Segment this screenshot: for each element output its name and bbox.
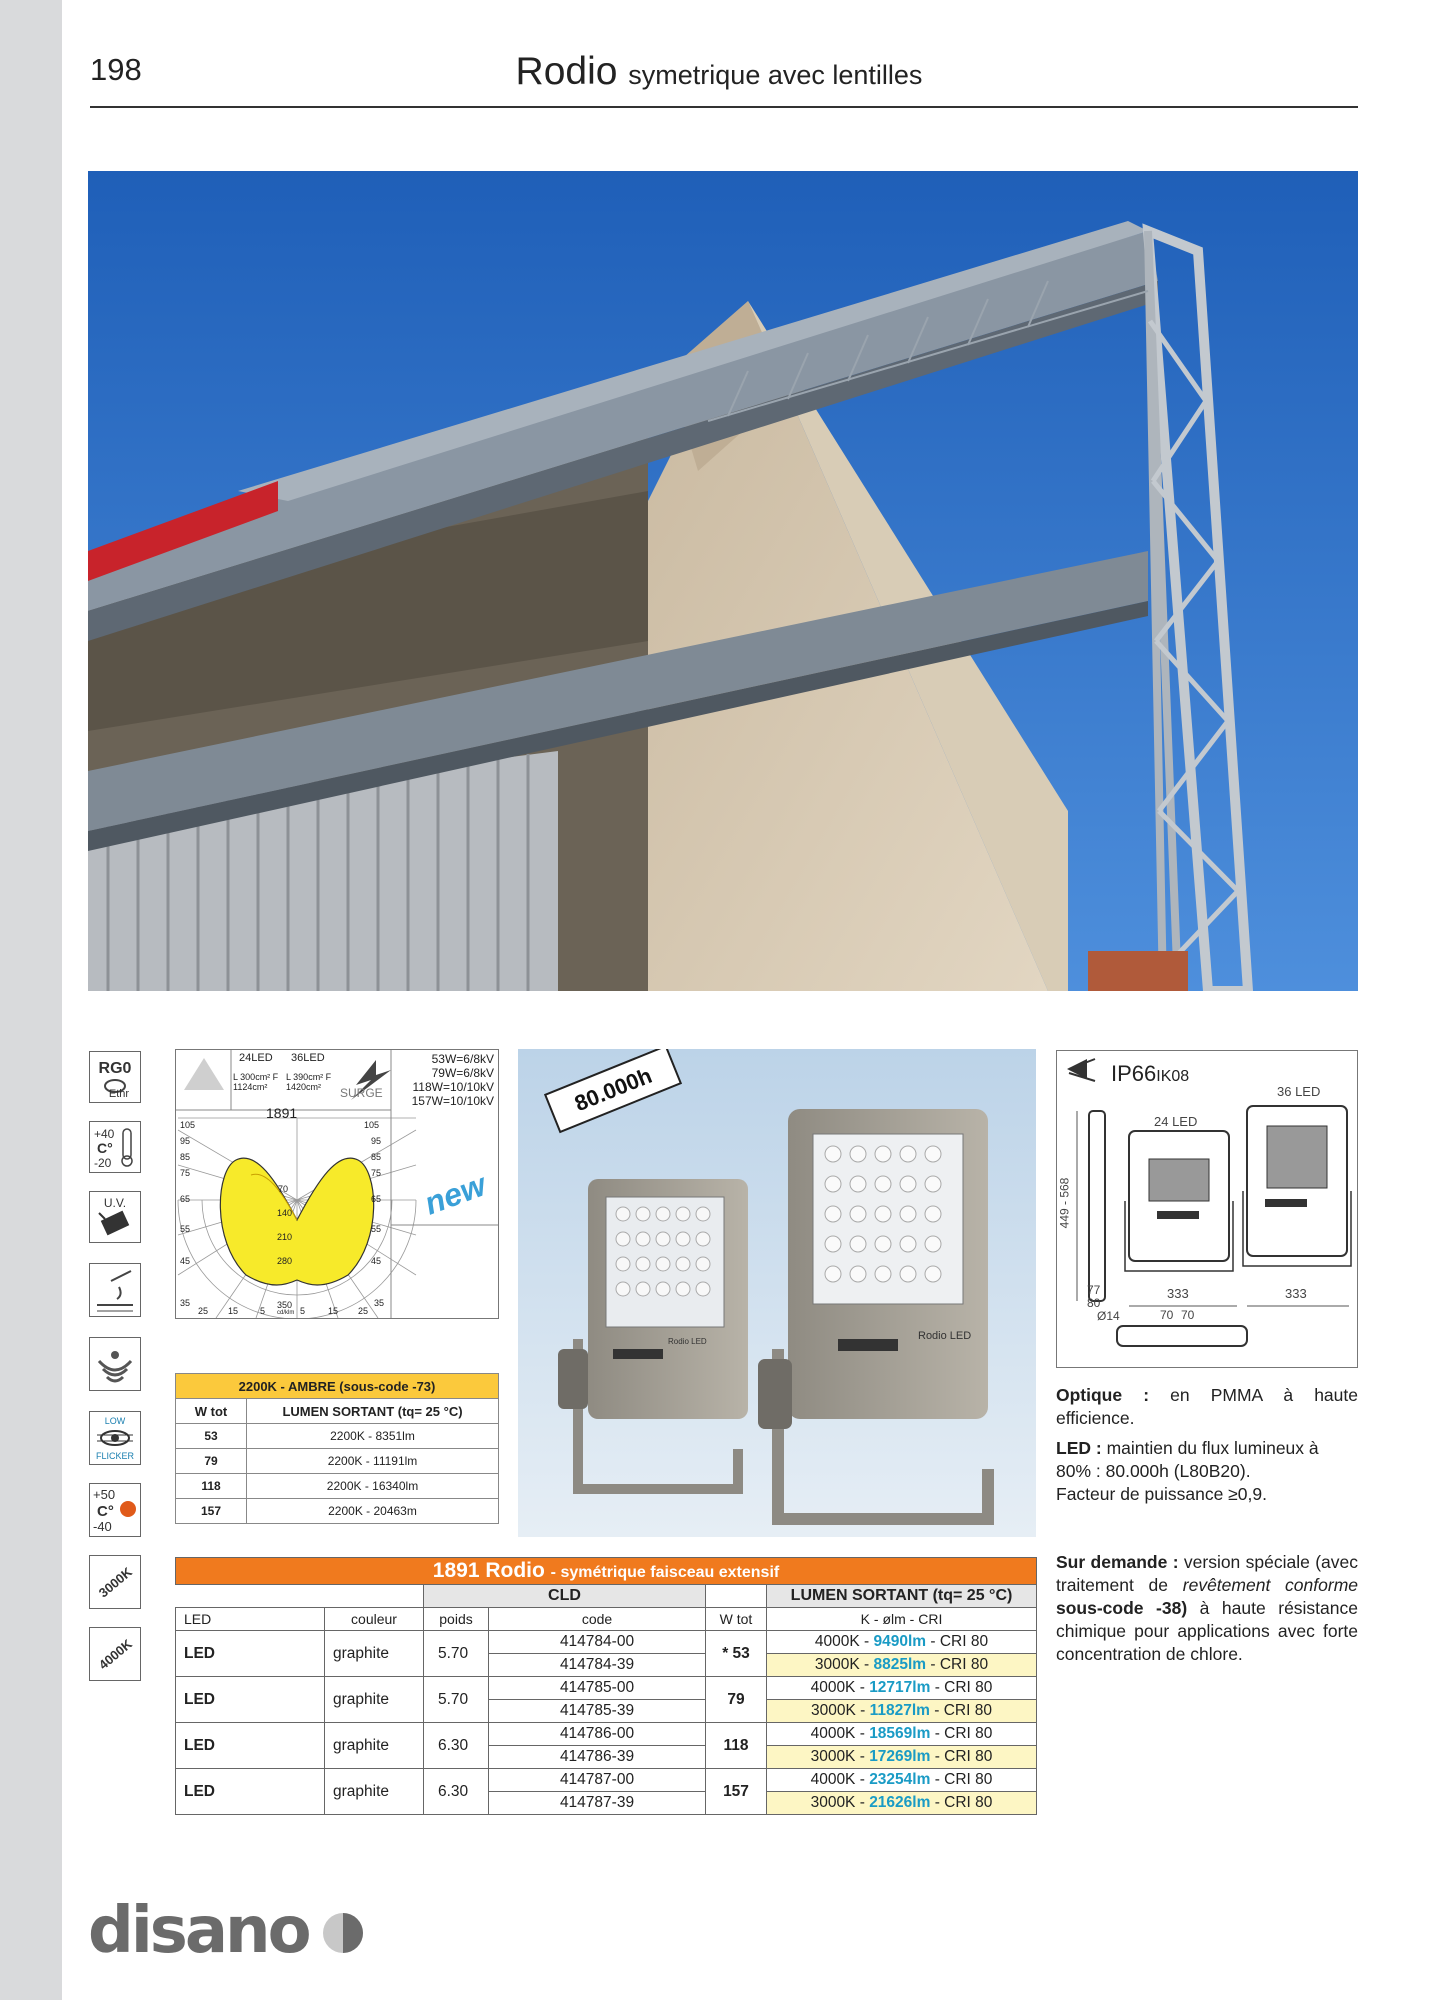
cell-k [767, 1700, 1037, 1723]
amber-w: 157 [176, 1499, 247, 1524]
cell-k [767, 1654, 1037, 1677]
cell-code: 414787-00 [489, 1769, 706, 1792]
col-wtot: W tot [706, 1608, 767, 1631]
lifetime-badge: 80.000h [571, 1062, 656, 1117]
led36-dim-label: 36 LED [1277, 1084, 1321, 1099]
cri-value: - CRI 80 [926, 1656, 989, 1673]
k-value: 4000K - [810, 1771, 870, 1788]
dim-77: 77 [1087, 1283, 1101, 1297]
cell-poids: 5.70 [424, 1677, 489, 1723]
radial-label: 210 [277, 1232, 293, 1242]
k-value: 3000K - [810, 1748, 870, 1765]
cell-poids: 6.30 [424, 1723, 489, 1769]
cri-value: - CRI 80 [930, 1771, 993, 1788]
page-title [300, 50, 1138, 94]
lumen-header: LUMEN SORTANT (tq= 25 °C) [767, 1585, 1037, 1608]
angle-label: 85 [371, 1152, 382, 1162]
product-table [175, 1557, 1037, 1815]
cell-wtot: 79 [706, 1677, 767, 1723]
surge-value: 118W=10/10kV [412, 1080, 494, 1094]
radial-label: 350 [277, 1300, 293, 1310]
k-value: 4000K - [810, 1725, 870, 1742]
logo-text: disano [88, 1900, 309, 1962]
cell-wtot: 157 [706, 1769, 767, 1815]
side-strip [0, 0, 62, 2000]
svg-text:U.V.: U.V. [103, 1196, 127, 1210]
spacing-dim: 70 [1181, 1308, 1195, 1322]
temperature-range-icon [89, 1121, 141, 1173]
angle-label: 45 [180, 1256, 191, 1266]
led36-label: 36LED [291, 1052, 325, 1064]
k-value: 3000K - [811, 1702, 870, 1719]
cell-couleur: graphite [325, 1769, 424, 1815]
table-title-sub: - symétrique faisceau extensif [550, 1564, 780, 1581]
angle-label: 15 [228, 1306, 239, 1316]
sur-demande-em: revêtement conforme [1182, 1575, 1358, 1595]
optique-body: en PMMA à haute efficience. [1056, 1385, 1358, 1428]
product-image [518, 1049, 1036, 1537]
sur-demande-code: sous-code -38) [1056, 1598, 1188, 1618]
dim-333-36: 333 [1285, 1286, 1307, 1301]
svg-text:C°: C° [97, 1503, 114, 1520]
lumen-value: 21626lm [869, 1794, 931, 1811]
cell-code: 414787-39 [489, 1792, 706, 1815]
cell-led: LED [176, 1769, 325, 1815]
cell-led: LED [176, 1677, 325, 1723]
dimensions-box [1056, 1050, 1358, 1368]
cell-poids: 5.70 [424, 1631, 489, 1677]
amber-lumen: 2200K - 16340lm [247, 1474, 499, 1499]
height-dim: 449 - 568 [1057, 1177, 1072, 1229]
cell-k [767, 1723, 1037, 1746]
lumen-value: 8825lm [873, 1656, 927, 1673]
sur-demande-part: à haute résistance chimique pour applications avec forte concentration de chlore. [1056, 1598, 1358, 1664]
cell-code: 414785-00 [489, 1677, 706, 1700]
amber-col-lumen: LUMEN SORTANT (tq= 25 °C) [247, 1399, 499, 1424]
surge-value: 157W=10/10kV [411, 1094, 494, 1108]
angle-label: 25 [198, 1306, 209, 1316]
table-row [176, 1631, 1037, 1654]
cell-poids: 6.30 [424, 1769, 489, 1815]
cell-k [767, 1677, 1037, 1700]
angle-label: 85 [180, 1152, 191, 1162]
cell-code: 414784-00 [489, 1631, 706, 1654]
angle-label: 35 [180, 1298, 191, 1308]
cld-header: CLD [424, 1585, 706, 1608]
angle-label: 75 [371, 1168, 382, 1178]
svg-text:-20: -20 [94, 1156, 112, 1170]
dim-80: 80 [1087, 1296, 1101, 1310]
header-rule [90, 106, 1358, 108]
lumen-value: 12717lm [869, 1679, 931, 1696]
cell-k [767, 1769, 1037, 1792]
large-product-label: Rodio LED [918, 1330, 972, 1342]
cell-led: LED [176, 1631, 325, 1677]
table-row [176, 1474, 499, 1499]
angle-label: 5 [260, 1306, 266, 1316]
polar-labels [176, 1120, 391, 1318]
col-poids: poids [424, 1608, 489, 1631]
amber-lumen: 2200K - 8351lm [247, 1424, 499, 1449]
svg-text:Ethr: Ethr [108, 1088, 130, 1100]
cct-4000k-icon [89, 1627, 141, 1681]
lumen-value: 11827lm [869, 1702, 930, 1719]
k-value: 3000K - [814, 1656, 874, 1673]
title-sub: symetrique avec lentilles [628, 60, 923, 90]
angle-label: 75 [180, 1168, 191, 1178]
polar-code: 1891 [266, 1105, 298, 1121]
photometric-box [175, 1049, 499, 1319]
table-row [176, 1449, 499, 1474]
surge-label: SURGE [340, 1086, 383, 1100]
angle-label: 15 [328, 1306, 339, 1316]
page-number: 198 [90, 52, 142, 87]
cri-value: - CRI 80 [930, 1748, 993, 1765]
svg-text:LOW: LOW [104, 1416, 126, 1426]
angle-label: 105 [364, 1120, 380, 1130]
svg-text:FLICKER: FLICKER [95, 1451, 135, 1461]
table-row [176, 1677, 1037, 1700]
cell-led: LED [176, 1723, 325, 1769]
svg-text:+40: +40 [94, 1127, 115, 1141]
cell-code: 414785-39 [489, 1700, 706, 1723]
svg-text:4000K: 4000K [95, 1636, 135, 1673]
sur-demande-part: version spéciale (avec traitement de [1056, 1552, 1358, 1595]
led24-dim-label: 24 LED [1154, 1114, 1198, 1129]
ik-value: IK08 [1156, 1068, 1190, 1085]
lumen-value: 18569lm [869, 1725, 931, 1742]
cell-couleur: graphite [325, 1677, 424, 1723]
cri-value: - CRI 80 [929, 1702, 992, 1719]
amber-col-w: W tot [176, 1399, 247, 1424]
cri-value: - CRI 80 [930, 1794, 993, 1811]
cri-value: - CRI 80 [930, 1679, 993, 1696]
col-couleur: couleur [325, 1608, 424, 1631]
new-badge: new [419, 1166, 491, 1222]
radial-label: 70 [278, 1184, 289, 1194]
angle-label: 65 [180, 1194, 191, 1204]
unit-label: cd/klm [277, 1310, 295, 1316]
lumen-value: 17269lm [869, 1748, 931, 1765]
facteur-text: Facteur de puissance ≥0,9. [1056, 1484, 1267, 1504]
optique-label: Optique : [1056, 1385, 1150, 1405]
table-row [176, 1769, 1037, 1792]
cell-code: 414786-39 [489, 1746, 706, 1769]
radial-label: 280 [277, 1256, 293, 1266]
svg-text:RG0: RG0 [98, 1060, 132, 1077]
angle-label: 95 [180, 1136, 191, 1146]
angle-label: 105 [180, 1120, 196, 1130]
cell-k [767, 1631, 1037, 1654]
ip-rating [1111, 1061, 1189, 1087]
dim-333-24: 333 [1167, 1286, 1189, 1301]
angle-label: 35 [374, 1298, 385, 1308]
amber-table [175, 1373, 499, 1524]
table-row [176, 1424, 499, 1449]
cri-value: - CRI 80 [926, 1633, 989, 1650]
table-row [176, 1499, 499, 1524]
svg-text:-40: -40 [93, 1519, 112, 1534]
installation-photo [88, 171, 1358, 991]
ip-value: IP66 [1111, 1061, 1157, 1086]
cell-wtot: * 53 [706, 1631, 767, 1677]
lumen-value: 23254lm [869, 1771, 931, 1788]
svg-text:3000K: 3000K [95, 1564, 135, 1601]
temperature-ext-icon [89, 1483, 141, 1537]
cct-3000k-icon [89, 1555, 141, 1609]
table-title-main: 1891 Rodio [432, 1559, 545, 1582]
angle-label: 55 [371, 1224, 382, 1234]
svg-text:C°: C° [97, 1140, 113, 1156]
wall-mount-icon [89, 1263, 141, 1317]
col-led: LED [176, 1608, 325, 1631]
col-k: K - ølm - CRI [767, 1608, 1037, 1631]
product-illustration [518, 1049, 1036, 1537]
k-value: 3000K - [810, 1794, 870, 1811]
table-row [176, 1723, 1037, 1746]
k-value: 4000K - [810, 1679, 870, 1696]
surge-values [394, 1052, 494, 1108]
surge-value: 79W=6/8kV [431, 1066, 494, 1080]
title-main: Rodio [515, 50, 618, 93]
cri-value: - CRI 80 [930, 1725, 993, 1742]
amber-title: 2200K - AMBRE (sous-code -73) [176, 1374, 499, 1399]
cell-wtot: 118 [706, 1723, 767, 1769]
angle-label: 55 [180, 1224, 191, 1234]
sur-demande-label: Sur demande : [1056, 1552, 1179, 1572]
radial-label: 140 [277, 1208, 293, 1218]
hole-dim: Ø14 [1097, 1309, 1120, 1323]
optique-text [1056, 1384, 1358, 1430]
sur-demande-text [1056, 1551, 1358, 1666]
cell-couleur: graphite [325, 1723, 424, 1769]
cell-code: 414786-00 [489, 1723, 706, 1746]
cell-couleur: graphite [325, 1631, 424, 1677]
led36-area: L 390cm² F 1420cm² [286, 1072, 332, 1092]
amber-w: 79 [176, 1449, 247, 1474]
amber-w: 53 [176, 1424, 247, 1449]
cell-code: 414784-39 [489, 1654, 706, 1677]
disano-logo [88, 1900, 378, 1967]
led24-area: L 300cm² F 1124cm² [233, 1072, 279, 1092]
lumen-value: 9490lm [873, 1633, 927, 1650]
angle-label: 25 [358, 1306, 369, 1316]
amber-lumen: 2200K - 20463m [247, 1499, 499, 1524]
led-label: LED : [1056, 1438, 1102, 1458]
svg-text:+50: +50 [93, 1487, 116, 1502]
small-product-label: Rodio LED [668, 1337, 707, 1346]
surge-value: 53W=6/8kV [431, 1052, 494, 1066]
sensor-icon [89, 1337, 141, 1391]
uv-icon [89, 1191, 141, 1243]
led-text [1056, 1437, 1358, 1506]
k-value: 4000K - [814, 1633, 874, 1650]
low-flicker-icon [89, 1411, 141, 1465]
photo-illustration [88, 171, 1358, 991]
col-code: code [489, 1608, 706, 1631]
angle-label: 5 [300, 1306, 306, 1316]
angle-label: 65 [371, 1194, 382, 1204]
spacing-dim: 70 [1160, 1308, 1174, 1322]
cell-k [767, 1746, 1037, 1769]
product-table-title [176, 1558, 1037, 1585]
amber-lumen: 2200K - 11191lm [247, 1449, 499, 1474]
rg0-icon [89, 1051, 141, 1103]
angle-label: 45 [371, 1256, 382, 1266]
amber-w: 118 [176, 1474, 247, 1499]
led24-label: 24LED [239, 1052, 273, 1064]
angle-label: 95 [371, 1136, 382, 1146]
cell-k [767, 1792, 1037, 1815]
led-body: maintien du flux lumineux à 80% : 80.000h (L80B20). [1056, 1438, 1319, 1481]
